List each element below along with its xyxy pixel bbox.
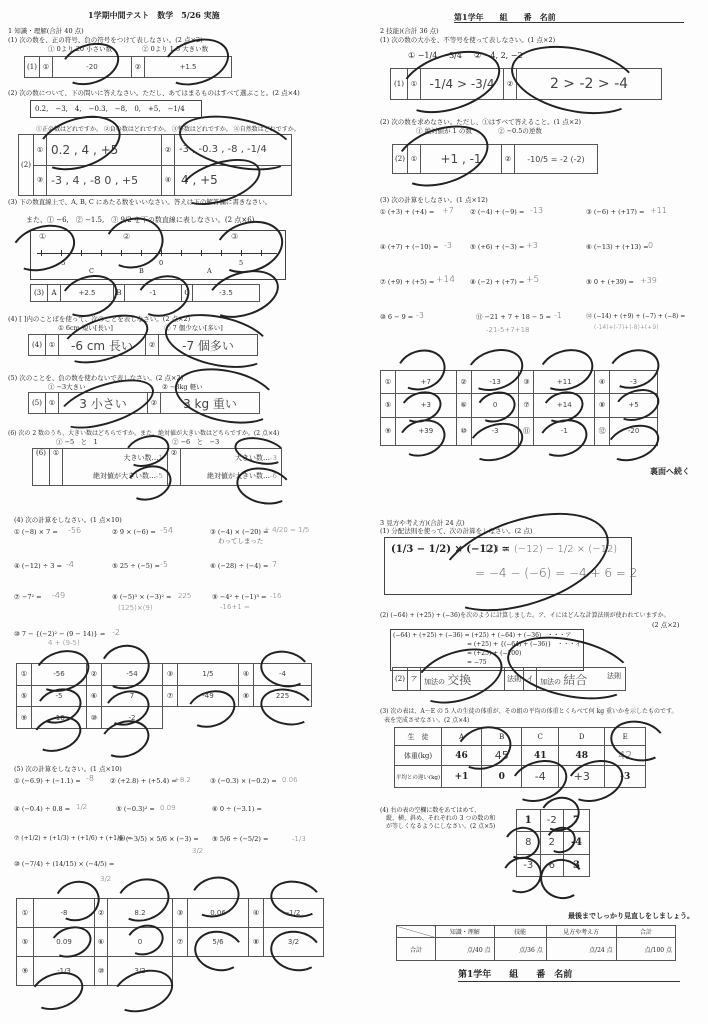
answer-field[interactable]: -10/5 = -2 (-2) [515, 145, 598, 174]
answer-field[interactable]: +3 [396, 394, 457, 417]
answer-field[interactable]: -4 [254, 664, 312, 686]
name-header: 第1学年 組 番 名前 [454, 12, 556, 22]
answer-field[interactable]: -3 [610, 371, 658, 394]
answer-field[interactable]: 3 小さい [59, 393, 148, 414]
answer-field[interactable]: -7 個多い [159, 335, 258, 356]
answer-field[interactable]: -5 [156, 472, 163, 480]
label-a: A [207, 267, 212, 275]
subprompts: ①正の数はどれですか。 ②負の数はどれですか。 ③整数はどれですか。 ④自然数はどれですか。 [36, 126, 300, 133]
answer-field[interactable]: +7 [396, 371, 457, 394]
grading-circle [388, 115, 497, 198]
answer-field[interactable]: 交換 [447, 672, 472, 687]
page-1: 1学期中間テスト 数学 5/26 実施 1 知識・理解(合計 40 点) (1) 次の数を、正の符号、負の符号をつけて表しなさい。(2 点×2) ① 0より 20 小さい数 ② 0より 1.5 大きい数 (1) ① -20 ② +1.5 (2) 次の数について、下の問いに答えなさい。ただし、あてはまるものはすべて選ぶこと。(2 点×4) 0.2, −3, 4, −0.3, −8, 0, +5, −1/4 ①正の数はどれですか。 ②負の数はどれですか。 ③整数はどれですか。 ④自然数はどれですか。 (2) ① 0.2 , 4 , +5 ② -3 , -0.3 , -8 , -1/4 ③ -3 , 4 , -8 0 , +5 ④ 4 , +5 (3) 下の数直線上で、A, B, C にあたる数をいいなさい。答えは下の解答欄に書きなさい。 また、① −6, ② −1.5, ③ 9/2 を下の数直線に表しなさい。(2 点×6) -5 0 5 C B A ① ② ③ (3) A +2.5 B -1 C -3.5 (4) [ ]内のことばを使って、次のことを表しなさい。(2 点×2) ① 6cm 短い[長い] ② 7 個少ない[多い] (4) ① -6 cm 長い ② -7 個多い (5) 次のことを、負の数を使わないで表しなさい。(2 点×2) ① −3大きい ② −3kg 軽い (5) ① 3 小さい ② 3 kg 重い (6) 次の 2 数のうち、大きい数はどちらですか。また、絶対値が大きい数はどちらですか。(2 点×4) ① −5 と 1 ② −6 と −3 (6) ① 大きい数…1 ② 大きい数…-3 絶対値が大きい数…-5 絶対値が大きい数…-6 [0, 0, 354, 505]
grading-circle [505, 35, 645, 125]
answer-table-q2: (2) ア 加法の 交換 法則 イ 加法の 結合 法則 [392, 667, 626, 691]
score-field[interactable]: 点/36 点 [494, 938, 546, 961]
answer-field[interactable]: 1/5 [178, 664, 239, 686]
answer-field[interactable]: -13 [471, 371, 519, 394]
answer-field[interactable]: 4 , +5 [175, 165, 292, 196]
section-header: 3 見方や考え方)(合計 24 点) [380, 519, 465, 527]
question-prompt: (4) 右の表の空欄に数をあてはめて、 [380, 807, 481, 814]
question-prompt: (5) 次のことを、負の数を使わないで表しなさい。(2 点×2) [8, 374, 184, 382]
score-field[interactable]: 点/24 点 [546, 938, 616, 961]
question-prompt: (1) 分配法則を使って、次の計算をしなさい。(2 点) [380, 527, 533, 535]
answer-field[interactable]: 7 [102, 685, 163, 707]
question-prompt: (1) 次の数を、正の符号、負の符号をつけて表しなさい。(2 点×2) [8, 36, 203, 44]
page-2: 第1学年 組 番 名前 2 技能)(合計 36 点) (1) 次の数の大小を、不等号を使って表しなさい。(1 点×2) ① −1/4, −3/4 ② −4, 2, −2 (1) ① -1/4 > -3/4 ② 2 > -2 > -4 (2) 次の数を求めなさい。ただし、①はすべて答えること。(1 点×2) ① 絶対値が 1 の数 ② −0.5の逆数 (2) ① +1 , -1 ② -10/5 = -2 (-2) (3) 次の計算をしなさい。(1 点×12) ① (+3) + (+4) = +7 ② (−4) + (−9) = -13 ③ (−6) + (+17) = +11 ④ (+7) + (−10) = -3 ⑤ (+6) + (−3) = +3 ⑥ (−13) + (+13) = 0 ⑦ (+9) + (+5) = +14 ⑧ (−2) + (+7) = +5 ⑨ 0 + (+39) = +39 ⑩ 6 − 9 = -3 ⑪ −21 + 7 + 18 − 5 = -1 -21-5+7+18 ⑫ (−14) + (+9) + (−7) + (−8) = (-14)+(-7)+(-8)+(+9) ① +7 ② -13 ③ +11 ④ -3 ⑤ +3 ⑥ 0 ⑦ +14 ⑧ +5 ⑨ +39 ⑩ -3 ⑪ -1 ⑫ -20 裏面へ続く [354, 0, 708, 505]
answer-field[interactable]: 結合 [563, 672, 588, 687]
answer-field[interactable]: 225 [254, 685, 312, 707]
question-prompt: (4) 次の計算をしなさい。(1 点×10) [14, 516, 122, 524]
answer-field[interactable]: -2 [540, 810, 564, 832]
answer-field[interactable]: -1/3 [34, 957, 95, 986]
label-c: C [89, 267, 94, 275]
answer-field[interactable]: -1/2 [264, 899, 324, 928]
answer-table-q1: (1) ① -1/4 > -3/4 ② 2 > -2 > -4 [390, 68, 662, 100]
answer-field[interactable]: -1 [534, 417, 595, 445]
page-3: (4) 次の計算をしなさい。(1 点×10) ① (−8) × 7 = -56 ② 9 × (−6) = -54 ③ (−4) × (−20) = + 4/20 = 1/5 わってしまった ④ (−12) ÷ 3 = -4 ⑤ 25 ÷ (−5) = -5 ⑥ (−28) ÷ (−4) = 7 ⑦ −7² = -49 ⑧ (−5)³ × (−3)² = 225 (125)×(9) ⑨ −4² + (−1)³ = -16 -16+1 = ⑩ 7 − {(−2)² − (9 − 14)} = -2 4 + (9-5) ① -56 ② -54 ③ 1/5 ④ -4 ⑤ -5 ⑥ 7 ⑦ -49 ⑧ 225 ⑨ -16 ⑩ -2 (5) 次の計算をしなさい。(1 点×10) ① (−6.9) + (−1.1) = -8 ② (+2.8) + (+5.4) = +8.2 ③ (−0.3) × (−0.2) = 0.06 ④ (−0.4) ÷ 0.8 = 1/2 ⑤ (−0.3)² = 0.09 ⑥ 0 ÷ (−3.1) = ⑦ (+1/2) + (+1/3) + (+1/6) + (+1/6) = ⑧ (−3/5) × 5/6 × (−3) = 3/2 ⑨ 5/6 ÷ (−5/2) = -1/3 ⑩ (−7/4) ÷ (14/15) × (−4/5) = 3/2 ① -8 ② 8.2 ③ 0.06 ④ -1/2 ⑤ 0.09 ⑥ 0 ⑦ 5/6 ⑧ 3/2 ⑨ -1/3 ⑩ 3/2 [0, 505, 354, 1024]
answer-field[interactable]: 0.09 [34, 928, 95, 957]
score-field[interactable]: 点/100 点 [616, 938, 675, 961]
answer-table-q6: (6) ① 大きい数…1 ② 大きい数…-3 絶対値が大きい数…-5 絶対値が大きい数…-6 [32, 448, 282, 486]
answer-field[interactable]: -1/4 > -3/4 [421, 69, 504, 100]
answer-table-q3: (3) A +2.5 B -1 C -3.5 [30, 284, 260, 302]
answer-field[interactable]: -3.5 [193, 285, 260, 302]
cell-label: (1) [25, 57, 40, 78]
answer-field[interactable]: 3/2 [108, 957, 173, 986]
answer-field[interactable]: -2 [102, 707, 163, 729]
answer-field[interactable]: 0.06 [188, 899, 249, 928]
answer-field[interactable]: +11 [534, 371, 595, 394]
answer-field[interactable]: 2 > -2 > -4 [517, 69, 662, 100]
grading-circle [427, 494, 621, 630]
answer-field[interactable]: +39 [396, 417, 457, 445]
weights-table: 生 徒 A B C D E 体重(kg) 46 45 41 48 42 平均との違い(kg) +1 0 -4 +3 -3 [394, 727, 646, 788]
question-prompt: (2) 次の数について、下の問いに答えなさい。ただし、あてはまるものはすべて選ぶこと。(2 点×4) [8, 89, 300, 97]
answer-table-q1: (1) ① -20 ② +1.5 [24, 56, 232, 78]
answer-field[interactable]: -6 cm 長い [59, 335, 146, 356]
answer-field[interactable]: -5 [32, 685, 87, 707]
answer-field[interactable]: 8.2 [108, 899, 173, 928]
exam-title: 1学期中間テスト 数学 5/26 実施 [88, 10, 220, 20]
answer-field[interactable]: -1 [125, 285, 182, 302]
section-header: 2 技能)(合計 36 点) [380, 27, 439, 35]
answer-field[interactable]: +14 [534, 394, 595, 417]
question-prompt: (2) (−64) + (+25) + (−36)を次のように計算しました。ア、イにはどんな計算法則が使われていますか。 [380, 612, 670, 619]
answer-table-q2: (2) ① +1 , -1 ② -10/5 = -2 (-2) [392, 144, 598, 174]
answer-field[interactable]: 3 kg 重い [161, 393, 260, 414]
answer-field[interactable]: +5 [610, 394, 658, 417]
question-prompt: (3) 次の表は、A〜E の 5 人の生徒の体重が、その組の平均の体重とくらべて何 kg 重いかを示したものです。 [380, 708, 678, 715]
continue-note: 裏面へ続く [650, 466, 690, 476]
section-header: 1 知識・理解(合計 40 点) [8, 27, 84, 35]
score-field[interactable]: 点/40 点 [436, 938, 495, 961]
name-footer: 第1学年 組 番 名前 [458, 970, 573, 980]
answer-field[interactable]: -4 [522, 766, 559, 788]
question-prompt: (4) [ ]内のことばを使って、次のことを表しなさい。(2 点×2) [8, 315, 191, 323]
question-prompt: (3) 下の数直線上で、A, B, C にあたる数をいいなさい。答えは下の解答欄に書きなさい。 [8, 198, 272, 206]
label-b: B [139, 267, 144, 275]
answer-field[interactable]: 0.2 , 4 , +5 [47, 135, 162, 166]
answer-field[interactable]: -3 , 4 , -8 0 , +5 [47, 165, 162, 196]
answer-field[interactable]: -16 [32, 707, 87, 729]
answer-field[interactable]: -20 [53, 57, 132, 78]
answer-field[interactable]: -6 [270, 472, 277, 480]
answer-field[interactable]: -20 [610, 417, 658, 445]
answer-table-q4: ① -56 ② -54 ③ 1/5 ④ -4 ⑤ -5 ⑥ 7 ⑦ -49 ⑧ 225 ⑨ -16 ⑩ -2 [16, 663, 312, 729]
answer-field[interactable]: 42 [605, 746, 646, 766]
answer-field[interactable]: +2.5 [61, 285, 114, 302]
answer-field[interactable]: 3/2 [264, 928, 324, 957]
number-list: 0.2, −3, 4, −0.3, −8, 0, +5, −1/4 [30, 100, 202, 118]
answer-table-q4: (4) ① -6 cm 長い ② -7 個多い [28, 334, 258, 356]
question-item: ① 0より 20 小さい数 [48, 45, 113, 53]
answer-field[interactable]: 45 [481, 746, 521, 766]
answer-field[interactable]: +3 [558, 766, 604, 788]
answer-field[interactable]: 1 [158, 454, 163, 462]
answer-table-q5: ① -8 ② 8.2 ③ 0.06 ④ -1/2 ⑤ 0.09 ⑥ 0 ⑦ 5/6 ⑧ 3/2 ⑨ -1/3 ⑩ 3/2 [16, 898, 324, 986]
answer-field[interactable]: -54 [102, 664, 163, 686]
page-4: 3 見方や考え方)(合計 24 点) (1) 分配法則を使って、次の計算をしなさい。(2 点) (1/3 − 1/2) × (−12) = 1/3 × (−12) − 1/2 × (−12) = −4 − (−6) = −4 + 6 = 2 (2) (−64) + (+25) + (−36)を次のように計算しました。ア、イにはどんな計算法則が使われていますか。 (2 点×2) (−64) + (+25) + (−36) = (+25) + (−64) + (−36) ・・・ア = (+25) + {(−64) + (−36)} ・・・イ = (+25) + (−100) = −75 (2) ア 加法の 交換 法則 イ 加法の 結合 法則 (3) 次の表は、A〜E の 5 人の生徒の体重が、その組の平均の体重とくらべて何 kg 重いかを示したものです。 表を完成させなさい。(2 点×4) 生 徒 A B C D E 体重(kg) 46 45 41 48 42 平均との違い(kg) +1 0 -4 +3 -3 (4) 右の表の空欄に数をあてはめて、 縦、横、斜め、それぞれの 3 つの数の和 が等しくなるようにしなさい。(2 点×5) 1 -2 7 8 2 -4 -3 6 3 最後までしっかり見直しをしましょう。 知識・理解 技能 見方や考え方 合計 合計 点/40 点 点/36 点 点/24 点 点/100 点 第1学年 組 番 名前 [354, 505, 708, 1024]
answer-field[interactable]: -3 [270, 454, 277, 462]
score-table: 知識・理解 技能 見方や考え方 合計 合計 点/40 点 点/36 点 点/24 点 点/100 点 [396, 925, 676, 961]
question-prompt: (2) 次の数を求めなさい。ただし、①はすべて答えること。(1 点×2) [380, 118, 581, 126]
grading-circle [170, 360, 283, 432]
answer-field[interactable]: -8 [34, 899, 95, 928]
steps-box: (−64) + (+25) + (−36) = (+25) + (−64) + (−36) ・・・ア = (+25) + {(−64) + (−36)} ・・・イ = (+25) + (−100) = −75 [390, 629, 584, 671]
answer-table-q5: (5) ① 3 小さい ② 3 kg 重い [28, 392, 260, 414]
final-note: 最後までしっかり見直しをしましょう。 [568, 911, 694, 920]
answer-field[interactable]: 0 [108, 928, 173, 957]
question-prompt: (5) 次の計算をしなさい。(1 点×10) [14, 765, 122, 773]
answer-field[interactable]: 2 [540, 832, 564, 854]
answer-field[interactable]: +1.5 [145, 57, 232, 78]
answer-field[interactable]: -49 [178, 685, 239, 707]
magic-square: 1 -2 7 8 2 -4 -3 6 3 [516, 809, 590, 877]
question-prompt: また、① −6, ② −1.5, ③ 9/2 を下の数直線に表しなさい。(2 点×6) [26, 216, 255, 224]
answer-field[interactable]: 5/6 [188, 928, 249, 957]
answer-table-q3: ① +7 ② -13 ③ +11 ④ -3 ⑤ +3 ⑥ 0 ⑦ +14 ⑧ +5 ⑨ +39 ⑩ -3 ⑪ -1 ⑫ -20 [380, 370, 658, 446]
answer-field[interactable]: +1 , -1 [421, 145, 502, 174]
answer-field[interactable]: -56 [32, 664, 87, 686]
answer-field[interactable]: 6 [540, 854, 564, 876]
number-line-box: -5 0 5 C B A ① ② ③ [30, 230, 286, 280]
answer-table-q2: (2) ① 0.2 , 4 , +5 ② -3 , -0.3 , -8 , -1/4 ③ -3 , 4 , -8 0 , +5 ④ 4 , +5 [18, 134, 292, 196]
question-prompt: (1) 次の数の大小を、不等号を使って表しなさい。(1 点×2) [380, 36, 556, 44]
question-prompt: (6) 次の 2 数のうち、大きい数はどちらですか。また、絶対値が大きい数はどちらですか。(2 点×4) [8, 430, 280, 437]
answer-field[interactable]: -3 [471, 417, 519, 445]
question-prompt: (3) 次の計算をしなさい。(1 点×12) [380, 196, 488, 204]
answer-field[interactable]: -3 , -0.3 , -8 , -1/4 [175, 135, 292, 166]
work-box-q1: (1/3 − 1/2) × (−12) = 1/3 × (−12) − 1/2 × (−12) = −4 − (−6) = −4 + 6 = 2 [384, 537, 632, 595]
answer-field[interactable]: 0 [471, 394, 519, 417]
question-item: ② 0より 1.5 大きい数 [142, 45, 209, 53]
answer-field[interactable]: -3 [517, 854, 541, 876]
answer-field[interactable]: 8 [517, 832, 541, 854]
